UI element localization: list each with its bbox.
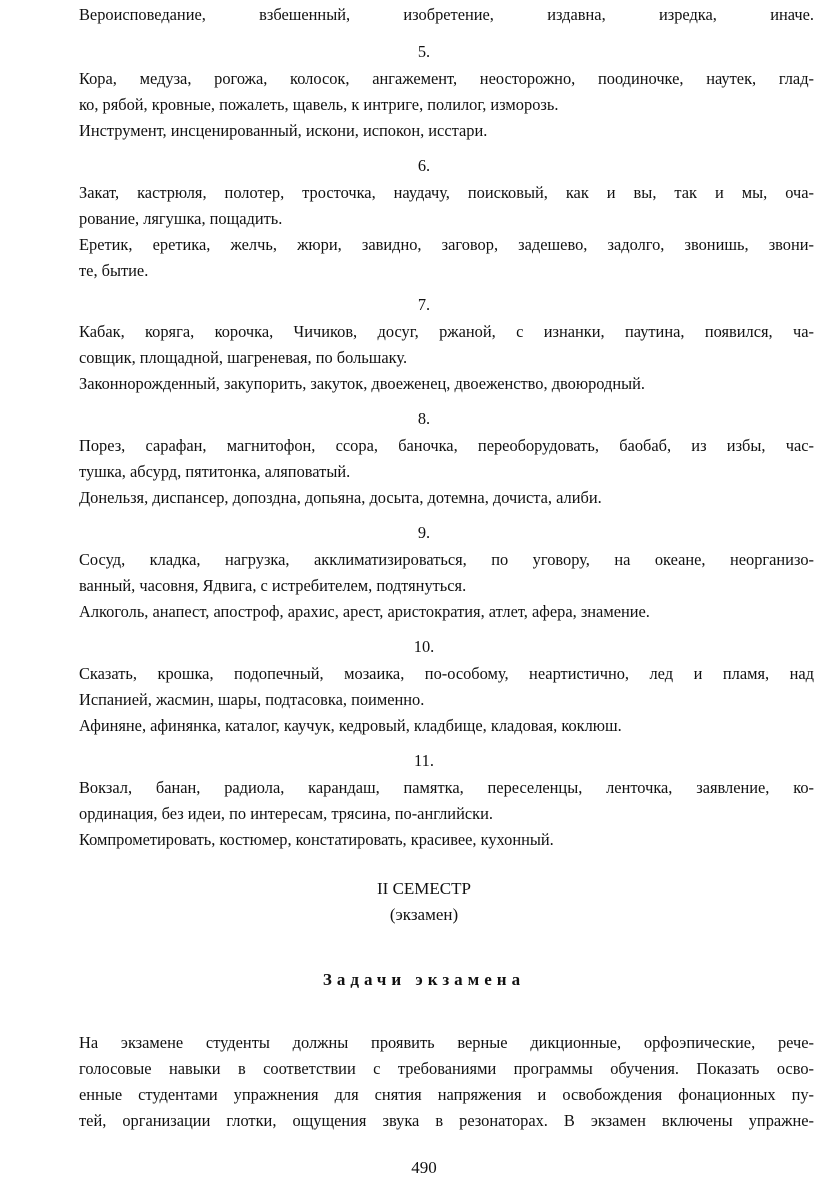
text-line: ванный, часовня, Ядвига, с истребителем, подтянуться. (79, 576, 467, 595)
section-number: 5. (417, 42, 431, 61)
section-number: 8. (417, 409, 431, 428)
text-line: Сосуд, кладка, нагрузка, акклиматизироваться, по уговору, на океане, неорганизо- (79, 550, 814, 569)
text-line: совщик, площадной, шагреневая, по большаку. (79, 348, 408, 367)
text-line: Вероисповедание, взбешенный, изобретение, издавна, изредка, иначе. (79, 5, 814, 24)
text-line: Еретик, еретика, желчь, жюри, завидно, заговор, задешево, задолго, звонишь, звони- (79, 235, 814, 254)
semester-title: II СЕМЕСТР (377, 879, 471, 898)
paragraph-line: голосовые навыки в соответствии с требованиями программы обучения. Показать осво- (79, 1059, 814, 1078)
text-line: Законнорожденный, закупорить, закуток, двоеженец, двоеженство, двоюродный. (79, 374, 646, 393)
semester-subtitle: (экзамен) (389, 905, 459, 924)
paragraph-line: На экзамене студенты должны проявить верные дикционные, орфоэпические, рече- (79, 1033, 814, 1052)
text-line: Алкоголь, анапест, апостроф, арахис, арест, аристократия, атлет, афера, знамение. (79, 602, 650, 621)
text-line: Афиняне, афинянка, каталог, каучук, кедровый, кладбище, кладовая, коклюш. (79, 716, 622, 735)
text-line: те, бытие. (79, 261, 149, 280)
text-line: Компрометировать, костюмер, констатировать, красивее, кухонный. (79, 830, 554, 849)
text-line: Кабак, коряга, корочка, Чичиков, досуг, ржаной, с изнанки, паутина, появился, ча- (79, 322, 814, 341)
text-line: Донельзя, диспансер, допоздна, допьяна, досыта, дотемна, дочиста, алиби. (79, 488, 602, 507)
paragraph-line: енные студентами упражнения для снятия напряжения и освобождения фонационных пу- (79, 1085, 814, 1104)
text-line: ординация, без идеи, по интересам, трясина, по-английски. (79, 804, 493, 823)
paragraph-line: тей, организации глотки, ощущения звука в резонаторах. В экзамен включены упражне- (79, 1111, 814, 1130)
tasks-heading: Задачи экзамена (322, 970, 526, 989)
section-number: 10. (413, 637, 435, 656)
section-number: 6. (417, 156, 431, 175)
page-number: 490 (411, 1158, 437, 1177)
section-number: 7. (417, 295, 431, 314)
text-line: Закат, кастрюля, полотер, тросточка, наудачу, поисковый, как и вы, так и мы, оча- (79, 183, 814, 202)
text-line: Кора, медуза, рогожа, колосок, ангажемент, неосторожно, поодиночке, наутек, глад- (79, 69, 814, 88)
text-line: Вокзал, банан, радиола, карандаш, памятка, переселенцы, ленточка, заявление, ко- (79, 778, 814, 797)
text-line: Инструмент, инсценированный, искони, испокон, исстари. (79, 121, 488, 140)
section-number: 9. (417, 523, 431, 542)
text-line: Порез, сарафан, магнитофон, ссора, баночка, переоборудовать, баобаб, из избы, час- (79, 436, 814, 455)
text-line: ко, рябой, кровные, пожалеть, щавель, к интриге, полилог, изморозь. (79, 95, 559, 114)
text-line: тушка, абсурд, пятитонка, аляповатый. (79, 462, 351, 481)
section-number: 11. (414, 751, 434, 770)
text-line: Сказать, крошка, подопечный, мозаика, по-особому, неартистично, лед и пламя, над (79, 664, 814, 683)
text-line: рование, лягушка, пощадить. (79, 209, 283, 228)
text-line: Испанией, жасмин, шары, подтасовка, поименно. (79, 690, 425, 709)
